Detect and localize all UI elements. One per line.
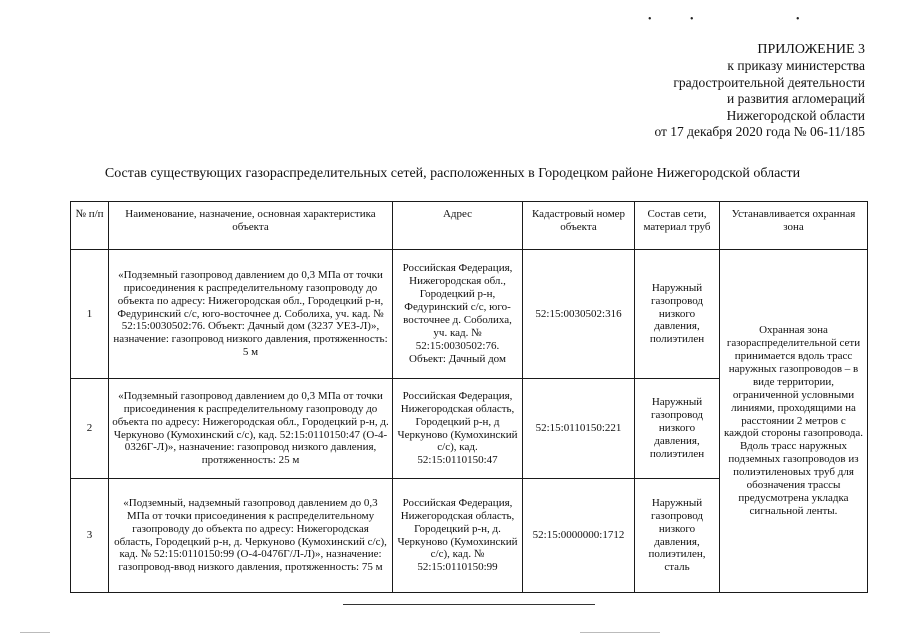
object-description: «Подземный, надземный газопровод давлением до 0,3 МПа от точки присоединения к распределительному газопроводу до объекта по адресу: Нижегородская область, Городецкий р-н, д. Черкуново (Кумохинский с/с), кад. № 52:15:0110150:99 (О-4-0476Г/Л-Л)», назначение: газопровод-ввод низкого давления, протяженность: 75 м [109, 479, 393, 593]
row-num: 3 [71, 479, 109, 593]
gas-network-table [70, 201, 868, 593]
scan-speck: • [648, 14, 652, 25]
document-title: Состав существующих газораспределительных сетей, расположенных в Городецком районе Нижегородской области [104, 166, 801, 181]
object-description: «Подземный газопровод давлением до 0,3 МПа от точки присоединения к распределительному газопроводу до объекта по адресу: Нижегородская обл., Городецкий р-н, д. Черкуново (Кумохинский с/с), кад. 52:15:0110150:47 (О-4-0326Г-Л)», назначение: газопровод низкого давления, протяженность: 25 м [109, 379, 393, 479]
header-zone: Устанавливается охранная зона [720, 202, 868, 250]
appendix-header [654, 42, 865, 140]
object-address: Российская Федерация, Нижегородская область, Городецкий р-н, д Черкуново (Кумохинский с/с), кад. 52:15:0110150:47 [393, 379, 523, 479]
footer-rule [343, 604, 595, 605]
appendix-line: и развития агломераций [726, 91, 865, 107]
row-num: 1 [71, 250, 109, 379]
table-header-row [71, 202, 868, 250]
appendix-line: от 17 декабря 2020 года № 06-11/185 [654, 124, 865, 140]
appendix-line: Нижегородской области [726, 107, 865, 123]
appendix-line: градостроительной деятельности [673, 74, 865, 90]
cadastral-number: 52:15:0110150:221 [523, 379, 635, 479]
scan-edge-mark [20, 632, 50, 635]
table-row [71, 250, 868, 379]
object-description: «Подземный газопровод давлением до 0,3 МПа от точки присоединения к распределительному газопроводу до объекта по адресу: Нижегородская обл., Городецкий р-н, Федуринский с/с, юго-восточнее д. Соболиха, уч. кад. № 52:15:0030502:76. Объект: Дачный дом (3237 УЕЗ-Л)», назначение: газопровод низкого давления, протяженность: 5 м [109, 250, 393, 379]
protection-zone: Охранная зона газораспределительной сети принимается вдоль трасс наружных газопроводов – в виде территории, ограниченной условными линиями, проходящими на расстоянии 2 метров с каждой стороны газопровода. Вдоль трасс наружных подземных газопроводов из полиэтиленовых труб для обозначения трассы предусмотрена укладка сигнальной ленты. [720, 250, 868, 593]
network-composition: Наружный газопровод низкого давления, полиэтилен [635, 379, 720, 479]
object-address: Российская Федерация, Нижегородская обл., Городецкий р-н, Федуринский с/с, юго-восточнее д. Соболиха, уч. кад. № 52:15:0030502:76. Объект: Дачный дом [393, 250, 523, 379]
header-cadastral: Кадастровый номер объекта [523, 202, 635, 250]
scan-speck: • [796, 14, 800, 25]
scan-speck: • [690, 14, 694, 25]
header-num: № п/п [71, 202, 109, 250]
scan-edge-mark [580, 632, 660, 635]
cadastral-number: 52:15:0000000:1712 [523, 479, 635, 593]
network-composition: Наружный газопровод низкого давления, полиэтилен, сталь [635, 479, 720, 593]
header-composition: Состав сети, материал труб [635, 202, 720, 250]
row-num: 2 [71, 379, 109, 479]
appendix-title: ПРИЛОЖЕНИЕ 3 [757, 42, 865, 57]
header-address: Адрес [393, 202, 523, 250]
appendix-line: к приказу министерства [727, 58, 865, 74]
cadastral-number: 52:15:0030502:316 [523, 250, 635, 379]
object-address: Российская Федерация, Нижегородская область, Городецкий р-н, д. Черкуново (Кумохинский с/с), кад. № 52:15:0110150:99 [393, 479, 523, 593]
network-composition: Наружный газопровод низкого давления, полиэтилен [635, 250, 720, 379]
header-name: Наименование, назначение, основная характеристика объекта [109, 202, 393, 250]
